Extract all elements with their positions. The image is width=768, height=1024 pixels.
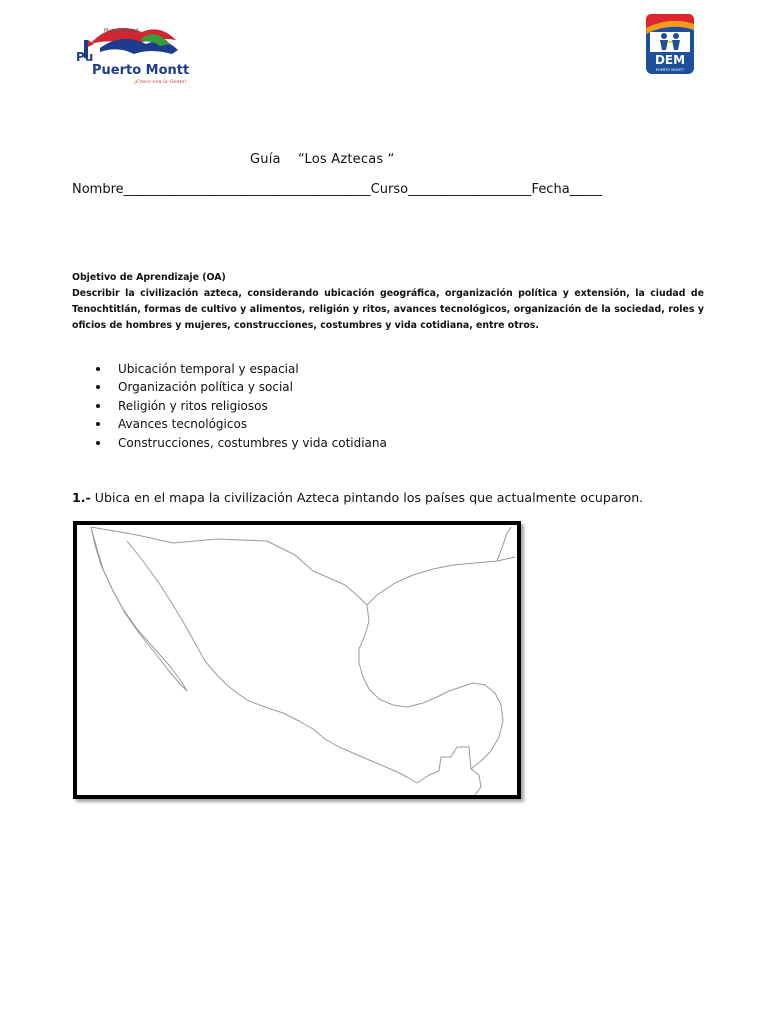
gulf-coast-line xyxy=(359,605,503,769)
question-text: Ubica en el mapa la civilización Azteca pintando los países que actualmente ocuparon. xyxy=(90,490,644,505)
curso-field[interactable]: ___________________ xyxy=(408,182,532,197)
page-title: Guía “Los Aztecas “ xyxy=(250,152,395,167)
fecha-field[interactable]: _____ xyxy=(569,182,603,197)
mexico-outline-map xyxy=(77,525,517,795)
logo-slogan-text: ¡Crece con la Gente! xyxy=(134,79,187,85)
puerto-montt-logo xyxy=(72,14,192,86)
objective-text: Describir la civilización azteca, considerando ubicación geográfica, organización política y extensión, la ciudad de Tenochtitlán, formas de cultivo y alimentos, religión y ritos, avances tecnológicos, organización de la sociedad, roles y oficios de hombres y mujeres, construcciones, costumbres y vida cotidiana, entre otros. xyxy=(72,288,704,331)
dem-logo xyxy=(646,14,698,76)
objective-section xyxy=(72,270,704,334)
nombre-field[interactable]: ______________________________________ xyxy=(123,182,371,197)
objective-heading: Objetivo de Aprendizaje (OA) xyxy=(72,272,226,283)
us-gulf-coast-line xyxy=(367,557,515,605)
logo-prefix-text: Pu xyxy=(76,50,94,64)
list-item: Religión y ritos religiosos xyxy=(96,397,387,415)
question-number: 1.- xyxy=(72,490,91,505)
dem-text: DEM xyxy=(654,53,686,67)
dem-subtext: PUERTO MONTT xyxy=(655,68,685,72)
question-1 xyxy=(72,490,643,505)
mexico-map-frame[interactable] xyxy=(73,521,521,799)
pacific-coast-line xyxy=(127,541,417,783)
list-item: Organización política y social xyxy=(96,378,387,396)
curso-label: Curso xyxy=(370,182,409,197)
guatemala-border-line xyxy=(417,747,471,783)
fecha-label: Fecha xyxy=(531,182,570,197)
florida-coast-line xyxy=(497,527,511,561)
topic-list xyxy=(96,360,387,452)
list-item: Construcciones, costumbres y vida cotidiana xyxy=(96,434,387,452)
list-item: Ubicación temporal y espacial xyxy=(96,360,387,378)
belize-border-line xyxy=(471,769,481,795)
logo-top-text: Municipalidad xyxy=(104,28,139,34)
baja-california-outline xyxy=(91,527,187,691)
us-border-line xyxy=(91,527,367,605)
student-fields xyxy=(72,182,692,197)
list-item: Avances tecnológicos xyxy=(96,415,387,433)
logo-main-text: Puerto Montt xyxy=(92,63,190,78)
nombre-label: Nombre xyxy=(72,182,124,197)
